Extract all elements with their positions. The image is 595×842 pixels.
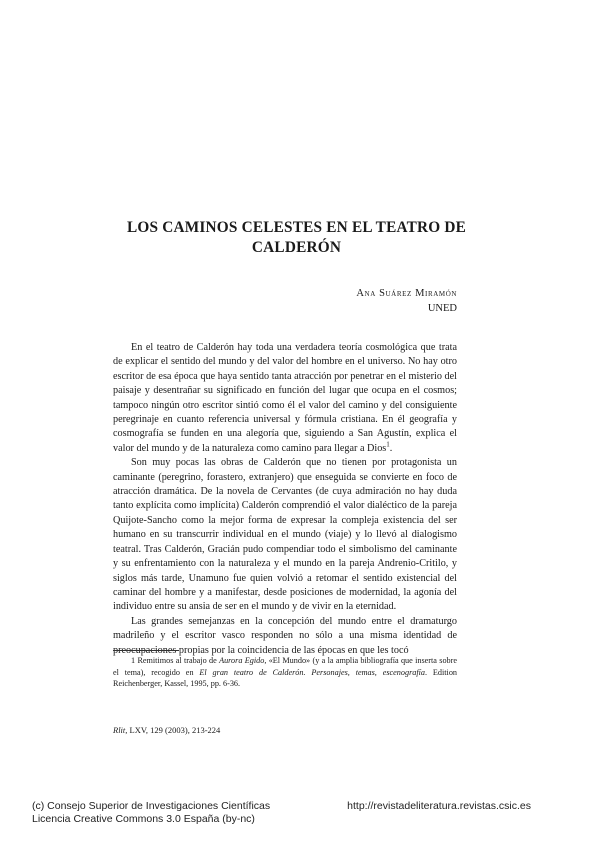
footnote-book-title: El gran teatro de Calderón. Personajes, temas, escenografía [199, 667, 425, 677]
title-line-1: LOS CAMINOS CELESTES EN EL TEATRO DE [126, 219, 467, 236]
author-affiliation: UNED [427, 303, 457, 314]
paragraph-1-end: . [389, 442, 393, 454]
article-body [113, 341, 457, 658]
license-line: Licencia Creative Commons 3.0 España (by-nc) [32, 813, 255, 825]
footnote-author: Aurora Egido [219, 656, 265, 665]
paragraph-3: Las grandes semejanzas en la concepción del mundo entre el dramaturgo madrileño y el escritor vasco responden no sólo a una misma identidad de preocupaciones propias por la coincidencia de las épocas en que les tocó [113, 615, 457, 656]
author-block [356, 286, 457, 316]
footnote-marker: 1 [386, 440, 390, 449]
footnote-number: 1 [131, 656, 136, 665]
footnote-pre: Remitimos al trabajo de [137, 656, 220, 665]
paragraph-2: Son muy pocas las obras de Calderón que no tienen por protagonista un caminante (peregrino, forastero, extranjero) que enseguida se convierte en foco de atracción dramática. De la novela de Cervantes (de cuya admiración no hay duda tanto explícita como implícita) Calderón comprendió el valor dialéctico de la pareja Quijote-Sancho como la mejor forma de expresar la compleja existencia del ser humano en su transcurrir individual en el mundo (viaje) y lo llevó al dialogismo teatral. Tras Calderón, Gracián pudo compendiar todo el simbolismo del caminante y su enfrentamiento con la naturaleza y el mundo en la pareja Andrenio-Critilo, y siglos más tarde, Unamuno fue quien volvió a retomar el sentido existencial del caminar del hombre y a manifestar, desde posiciones de modernidad, la agonía del individuo entre su ansia de ser en el mundo y de vivir en la eternidad. [113, 457, 457, 613]
paragraph-1 [113, 341, 457, 456]
journal-citation [113, 725, 220, 736]
footnote-post: . Edition Reichenberger, Kassel, 1995, pp. 6-36. [113, 667, 458, 689]
journal-url[interactable]: http://revistadeliteratura.revistas.csic.es [347, 800, 531, 812]
footnote-1 [113, 655, 457, 690]
copyright-line: (c) Consejo Superior de Investigaciones Científicas [32, 800, 271, 812]
journal-abbrev: Rlit [113, 725, 126, 735]
article-title [110, 218, 483, 258]
author-name: Ana Suárez Miramón [356, 288, 457, 299]
paragraph-1-text: En el teatro de Calderón hay toda una verdadera teoría cosmológica que trata de explicar el sentido del mundo y del valor del hombre en el universo. No hay otro escritor de esa época que haya sentido tanta atracción por penetrar en el misterio del paisaje y desentrañar su significado en función del lugar que ocupa en el cosmos; tampoco ningún otro escritor sintió como él el valor del camino y del consiguiente peregrinaje en cuanto referencia universal y fórmula cristiana. En él geografía y cosmografía se funden en una alegoría que, siguiendo a San Agustín, explica el valor del mundo y de la naturaleza como camino para llegar a Dios [113, 342, 457, 454]
footnote-mid: , «El Mundo» (y a la amplia bibliografía que inserta sobre el tema), recogido en [113, 656, 457, 677]
journal-volume: , LXV, 129 (2003), 213-224 [125, 725, 221, 735]
footnote-divider [113, 650, 179, 651]
license-footer [32, 800, 270, 826]
title-line-2: CALDERÓN [251, 239, 342, 256]
